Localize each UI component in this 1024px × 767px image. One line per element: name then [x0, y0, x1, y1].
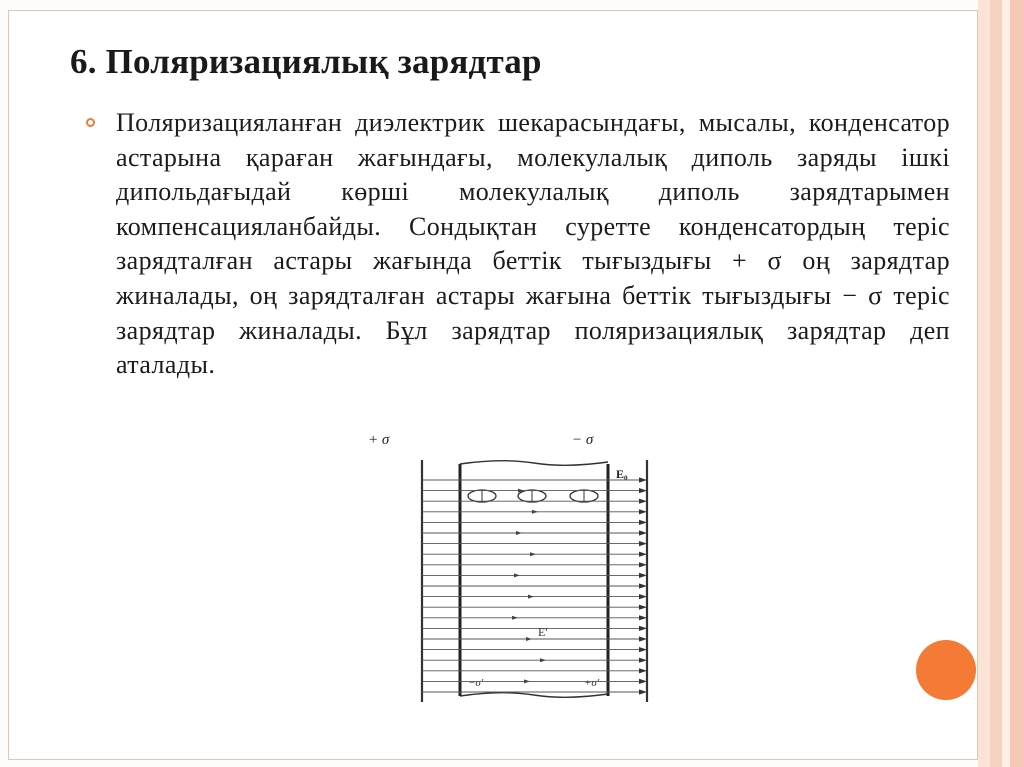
field-arrowhead [639, 541, 647, 546]
bullet-item [86, 106, 952, 383]
stripe [1010, 0, 1024, 767]
dielectric-top-edge [460, 461, 608, 466]
slide-title: 6. Поляризациялық зарядтар [70, 42, 542, 81]
label-bound-right: +σ' [584, 677, 600, 689]
field-arrowhead [639, 679, 647, 684]
field-arrowhead [639, 530, 647, 535]
dielectric-bottom-edge [460, 693, 608, 698]
field-lines [422, 477, 647, 694]
inner-field-arrowhead [516, 531, 522, 535]
bullet-paragraph: Поляризацияланған диэлектрик шекарасындағы, мысалы, конденсатор астарына қараған жағындағы, молекулалық диполь заряды ішкі дипольдағыдай көрші молекулалық диполь зарядтарымен компенсацияланбайды. Сондықтан суретте конденсатордың теріс зарядталған астары жағында беттік тығыздығы + σ оң зарядтар жиналады, оң зарядталған астары жағына беттік тығыздығы − σ теріс зарядтар жиналады. Бұл зарядтар поляризациялық зарядтар деп аталады. [116, 108, 950, 380]
label-field-e0: E₀ [616, 467, 628, 481]
field-arrowhead [639, 583, 647, 588]
inner-field-arrowhead [540, 658, 546, 662]
inner-field-arrowhead [526, 637, 532, 641]
decorative-stripes [978, 0, 1024, 767]
field-arrowhead [639, 562, 647, 567]
stripe [978, 0, 990, 767]
stripe [1002, 0, 1010, 767]
field-arrowhead [639, 647, 647, 652]
bullet-circle-icon [86, 118, 95, 127]
inner-field-arrowhead [512, 616, 518, 620]
inner-field-arrowhead [514, 573, 520, 577]
field-arrowhead [639, 477, 647, 482]
field-arrowhead [639, 668, 647, 673]
field-arrowhead [639, 658, 647, 663]
field-arrowhead [639, 689, 647, 694]
field-arrowhead [639, 499, 647, 504]
label-inner-field: E' [538, 625, 548, 639]
decorative-orange-circle [916, 640, 976, 700]
field-arrowhead [639, 594, 647, 599]
inner-field-arrowhead [530, 552, 536, 556]
field-arrowhead [639, 605, 647, 610]
field-arrowhead [639, 573, 647, 578]
inner-field-arrowhead [532, 510, 538, 514]
label-plus-sigma: + σ [368, 432, 390, 448]
stripe [990, 0, 1002, 767]
inner-field-arrowhead [524, 679, 530, 683]
field-arrowhead [639, 488, 647, 493]
field-arrowhead [639, 509, 647, 514]
capacitor-diagram [362, 428, 652, 704]
inner-field-arrowhead [528, 595, 534, 599]
label-minus-sigma: − σ [572, 432, 594, 448]
field-arrowhead [639, 636, 647, 641]
label-bound-left: −σ' [468, 677, 484, 689]
field-arrowhead [639, 615, 647, 620]
field-arrowhead [639, 520, 647, 525]
capacitor-dielectric-figure [362, 428, 652, 704]
field-arrowhead [639, 626, 647, 631]
field-arrowhead [639, 552, 647, 557]
